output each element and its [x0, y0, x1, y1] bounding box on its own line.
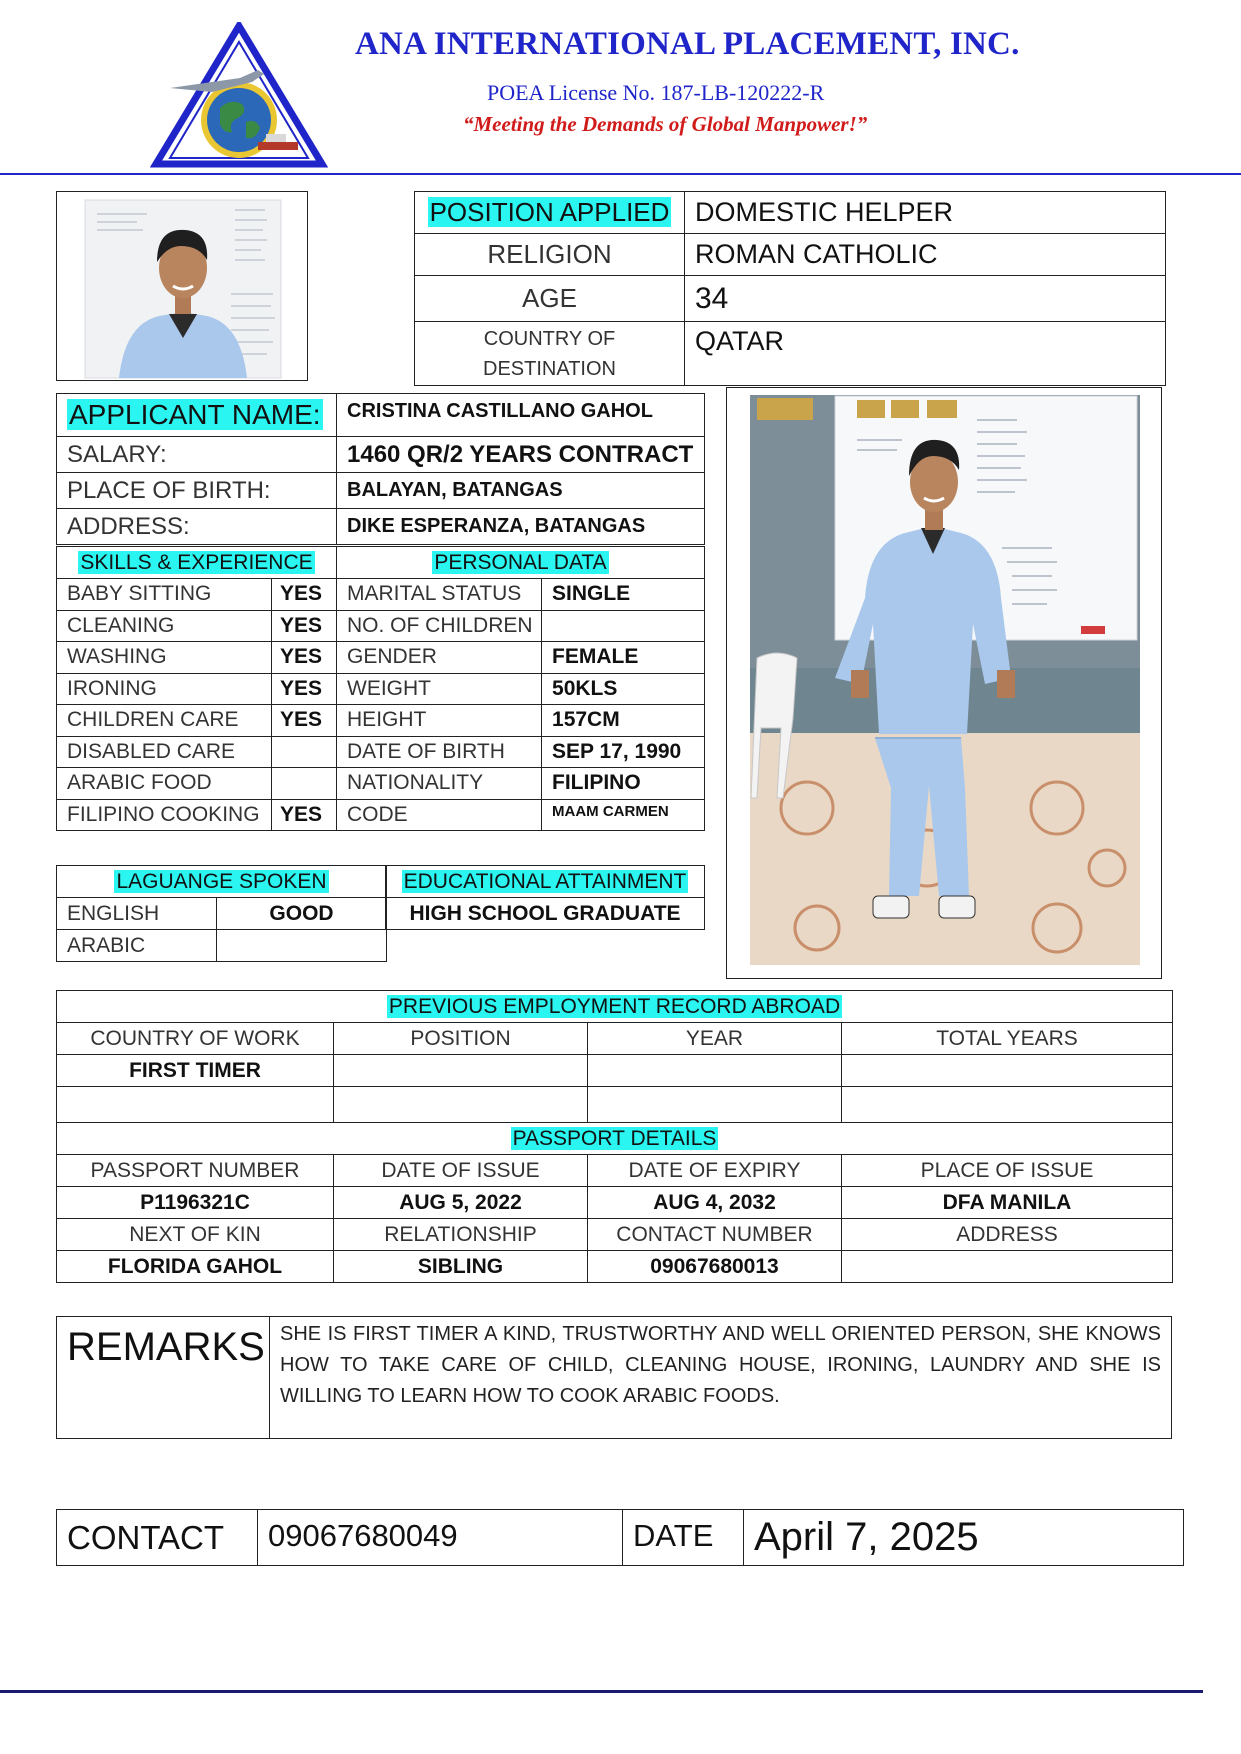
personal-label: HEIGHT [337, 705, 542, 737]
table-row [57, 799, 705, 831]
applicant-info-table [56, 393, 705, 545]
company-name: ANA INTERNATIONAL PLACEMENT, INC. [355, 26, 1020, 62]
poea-license: POEA License No. 187-LB-120222-R [487, 80, 825, 105]
address-value: DIKE ESPERANZA, BATANGAS [337, 509, 705, 545]
table-row [57, 673, 705, 705]
table-cell [842, 1087, 1173, 1123]
table-row [57, 898, 387, 930]
personal-value: MAAM CARMEN [542, 799, 705, 831]
address-label: ADDRESS: [57, 509, 337, 545]
column-header: PLACE OF ISSUE [842, 1155, 1173, 1187]
table-cell [842, 1055, 1173, 1087]
education-value: HIGH SCHOOL GRADUATE [386, 898, 705, 930]
personal-value [542, 610, 705, 642]
kin-contact-number: 09067680013 [588, 1251, 842, 1283]
table-header-row [57, 1023, 1173, 1055]
contact-number: 09067680049 [258, 1510, 623, 1566]
table-row [57, 1055, 1173, 1087]
skill-value: YES [272, 799, 337, 831]
personal-value: FEMALE [542, 642, 705, 674]
table-row [57, 642, 705, 674]
kin-address [842, 1251, 1173, 1283]
personal-label: GENDER [337, 642, 542, 674]
applicant-full-photo-frame [726, 387, 1162, 979]
column-header: ADDRESS [842, 1219, 1173, 1251]
skills-header: SKILLS & EXPERIENCE [57, 547, 337, 579]
table-row [57, 1251, 1173, 1283]
table-row [57, 736, 705, 768]
skill-label: FILIPINO COOKING [57, 799, 272, 831]
languages-header: LAGUANGE SPOKEN [57, 866, 387, 898]
skill-label: ARABIC FOOD [57, 768, 272, 800]
applicant-full-photo [727, 388, 1161, 978]
personal-label: DATE OF BIRTH [337, 736, 542, 768]
skill-label: DISABLED CARE [57, 736, 272, 768]
remarks-label: REMARKS [57, 1317, 270, 1439]
column-header: YEAR [588, 1023, 842, 1055]
skill-label: CHILDREN CARE [57, 705, 272, 737]
personal-value: FILIPINO [542, 768, 705, 800]
destination-value: QATAR [685, 322, 1166, 386]
personal-value: 50KLS [542, 673, 705, 705]
skill-label: BABY SITTING [57, 579, 272, 611]
language-label: ENGLISH [57, 898, 217, 930]
personal-label: CODE [337, 799, 542, 831]
personal-data-header: PERSONAL DATA [337, 547, 705, 579]
education-table [385, 865, 705, 930]
table-cell [334, 1055, 588, 1087]
column-header: POSITION [334, 1023, 588, 1055]
personal-label: NATIONALITY [337, 768, 542, 800]
contact-table [56, 1509, 1184, 1566]
personal-label: WEIGHT [337, 673, 542, 705]
skill-value [272, 768, 337, 800]
employment-header: PREVIOUS EMPLOYMENT RECORD ABROAD [57, 991, 1173, 1023]
header-divider [0, 173, 1241, 175]
column-header: DATE OF EXPIRY [588, 1155, 842, 1187]
table-cell [588, 1087, 842, 1123]
personal-value: 157CM [542, 705, 705, 737]
position-applied-value: DOMESTIC HELPER [685, 192, 1166, 234]
column-header: TOTAL YEARS [842, 1023, 1173, 1055]
table-header-row [57, 1155, 1173, 1187]
table-cell: FIRST TIMER [57, 1055, 334, 1087]
personal-value: SEP 17, 1990 [542, 736, 705, 768]
birthplace-label: PLACE OF BIRTH: [57, 473, 337, 509]
passport-place-of-issue: DFA MANILA [842, 1187, 1173, 1219]
table-row [57, 705, 705, 737]
column-header: CONTACT NUMBER [588, 1219, 842, 1251]
language-value [217, 930, 387, 962]
salary-label: SALARY: [57, 437, 337, 473]
applicant-headshot [57, 192, 307, 380]
table-row [57, 579, 705, 611]
passport-header: PASSPORT DETAILS [57, 1123, 1173, 1155]
footer-divider [0, 1690, 1203, 1693]
skill-label: IRONING [57, 673, 272, 705]
employment-passport-table [56, 990, 1173, 1283]
table-row [57, 1187, 1173, 1219]
skill-value: YES [272, 673, 337, 705]
table-row [57, 930, 387, 962]
date-value: April 7, 2025 [744, 1510, 1184, 1566]
skill-value: YES [272, 705, 337, 737]
applicant-name-label: APPLICANT NAME: [57, 394, 337, 437]
skill-value: YES [272, 610, 337, 642]
passport-expiry-date: AUG 4, 2032 [588, 1187, 842, 1219]
table-row [57, 768, 705, 800]
column-header: NEXT OF KIN [57, 1219, 334, 1251]
passport-number: P1196321C [57, 1187, 334, 1219]
skill-value: YES [272, 642, 337, 674]
destination-label: COUNTRY OF DESTINATION [415, 322, 685, 386]
religion-label: RELIGION [415, 234, 685, 276]
column-header: COUNTRY OF WORK [57, 1023, 334, 1055]
contact-label: CONTACT [57, 1510, 258, 1566]
table-row [57, 1087, 1173, 1123]
skill-value [272, 736, 337, 768]
date-label: DATE [623, 1510, 744, 1566]
education-header: EDUCATIONAL ATTAINMENT [386, 866, 705, 898]
table-row [57, 610, 705, 642]
remarks-table [56, 1316, 1172, 1439]
company-logo [150, 22, 328, 168]
personal-label: MARITAL STATUS [337, 579, 542, 611]
remarks-text: SHE IS FIRST TIMER A KIND, TRUSTWORTHY AND WELL ORIENTED PERSON, SHE KNOWS HOW TO TAKE CARE OF CHILD, CLEANING HOUSE, IRONING, LAUNDRY AND SHE IS WILLING TO LEARN HOW TO COOK ARABIC FOODS. [270, 1317, 1172, 1439]
next-of-kin: FLORIDA GAHOL [57, 1251, 334, 1283]
applicant-headshot-frame [56, 191, 308, 381]
age-label: AGE [415, 276, 685, 322]
kin-relationship: SIBLING [334, 1251, 588, 1283]
religion-value: ROMAN CATHOLIC [685, 234, 1166, 276]
skill-label: CLEANING [57, 610, 272, 642]
position-summary-table [414, 191, 1166, 386]
applicant-name-value: CRISTINA CASTILLANO GAHOL [337, 394, 705, 437]
position-applied-label: POSITION APPLIED [415, 192, 685, 234]
column-header: PASSPORT NUMBER [57, 1155, 334, 1187]
table-cell [57, 1087, 334, 1123]
age-value: 34 [685, 276, 1166, 322]
language-label: ARABIC [57, 930, 217, 962]
skill-label: WASHING [57, 642, 272, 674]
salary-value: 1460 QR/2 YEARS CONTRACT [337, 437, 705, 473]
personal-value: SINGLE [542, 579, 705, 611]
skill-value: YES [272, 579, 337, 611]
column-header: DATE OF ISSUE [334, 1155, 588, 1187]
passport-issue-date: AUG 5, 2022 [334, 1187, 588, 1219]
language-value: GOOD [217, 898, 387, 930]
skills-personal-table [56, 546, 705, 831]
table-cell [588, 1055, 842, 1087]
table-header-row [57, 1219, 1173, 1251]
tagline: “Meeting the Demands of Global Manpower!” [463, 112, 868, 136]
birthplace-value: BALAYAN, BATANGAS [337, 473, 705, 509]
table-cell [334, 1087, 588, 1123]
languages-table [56, 865, 387, 962]
personal-label: NO. OF CHILDREN [337, 610, 542, 642]
column-header: RELATIONSHIP [334, 1219, 588, 1251]
